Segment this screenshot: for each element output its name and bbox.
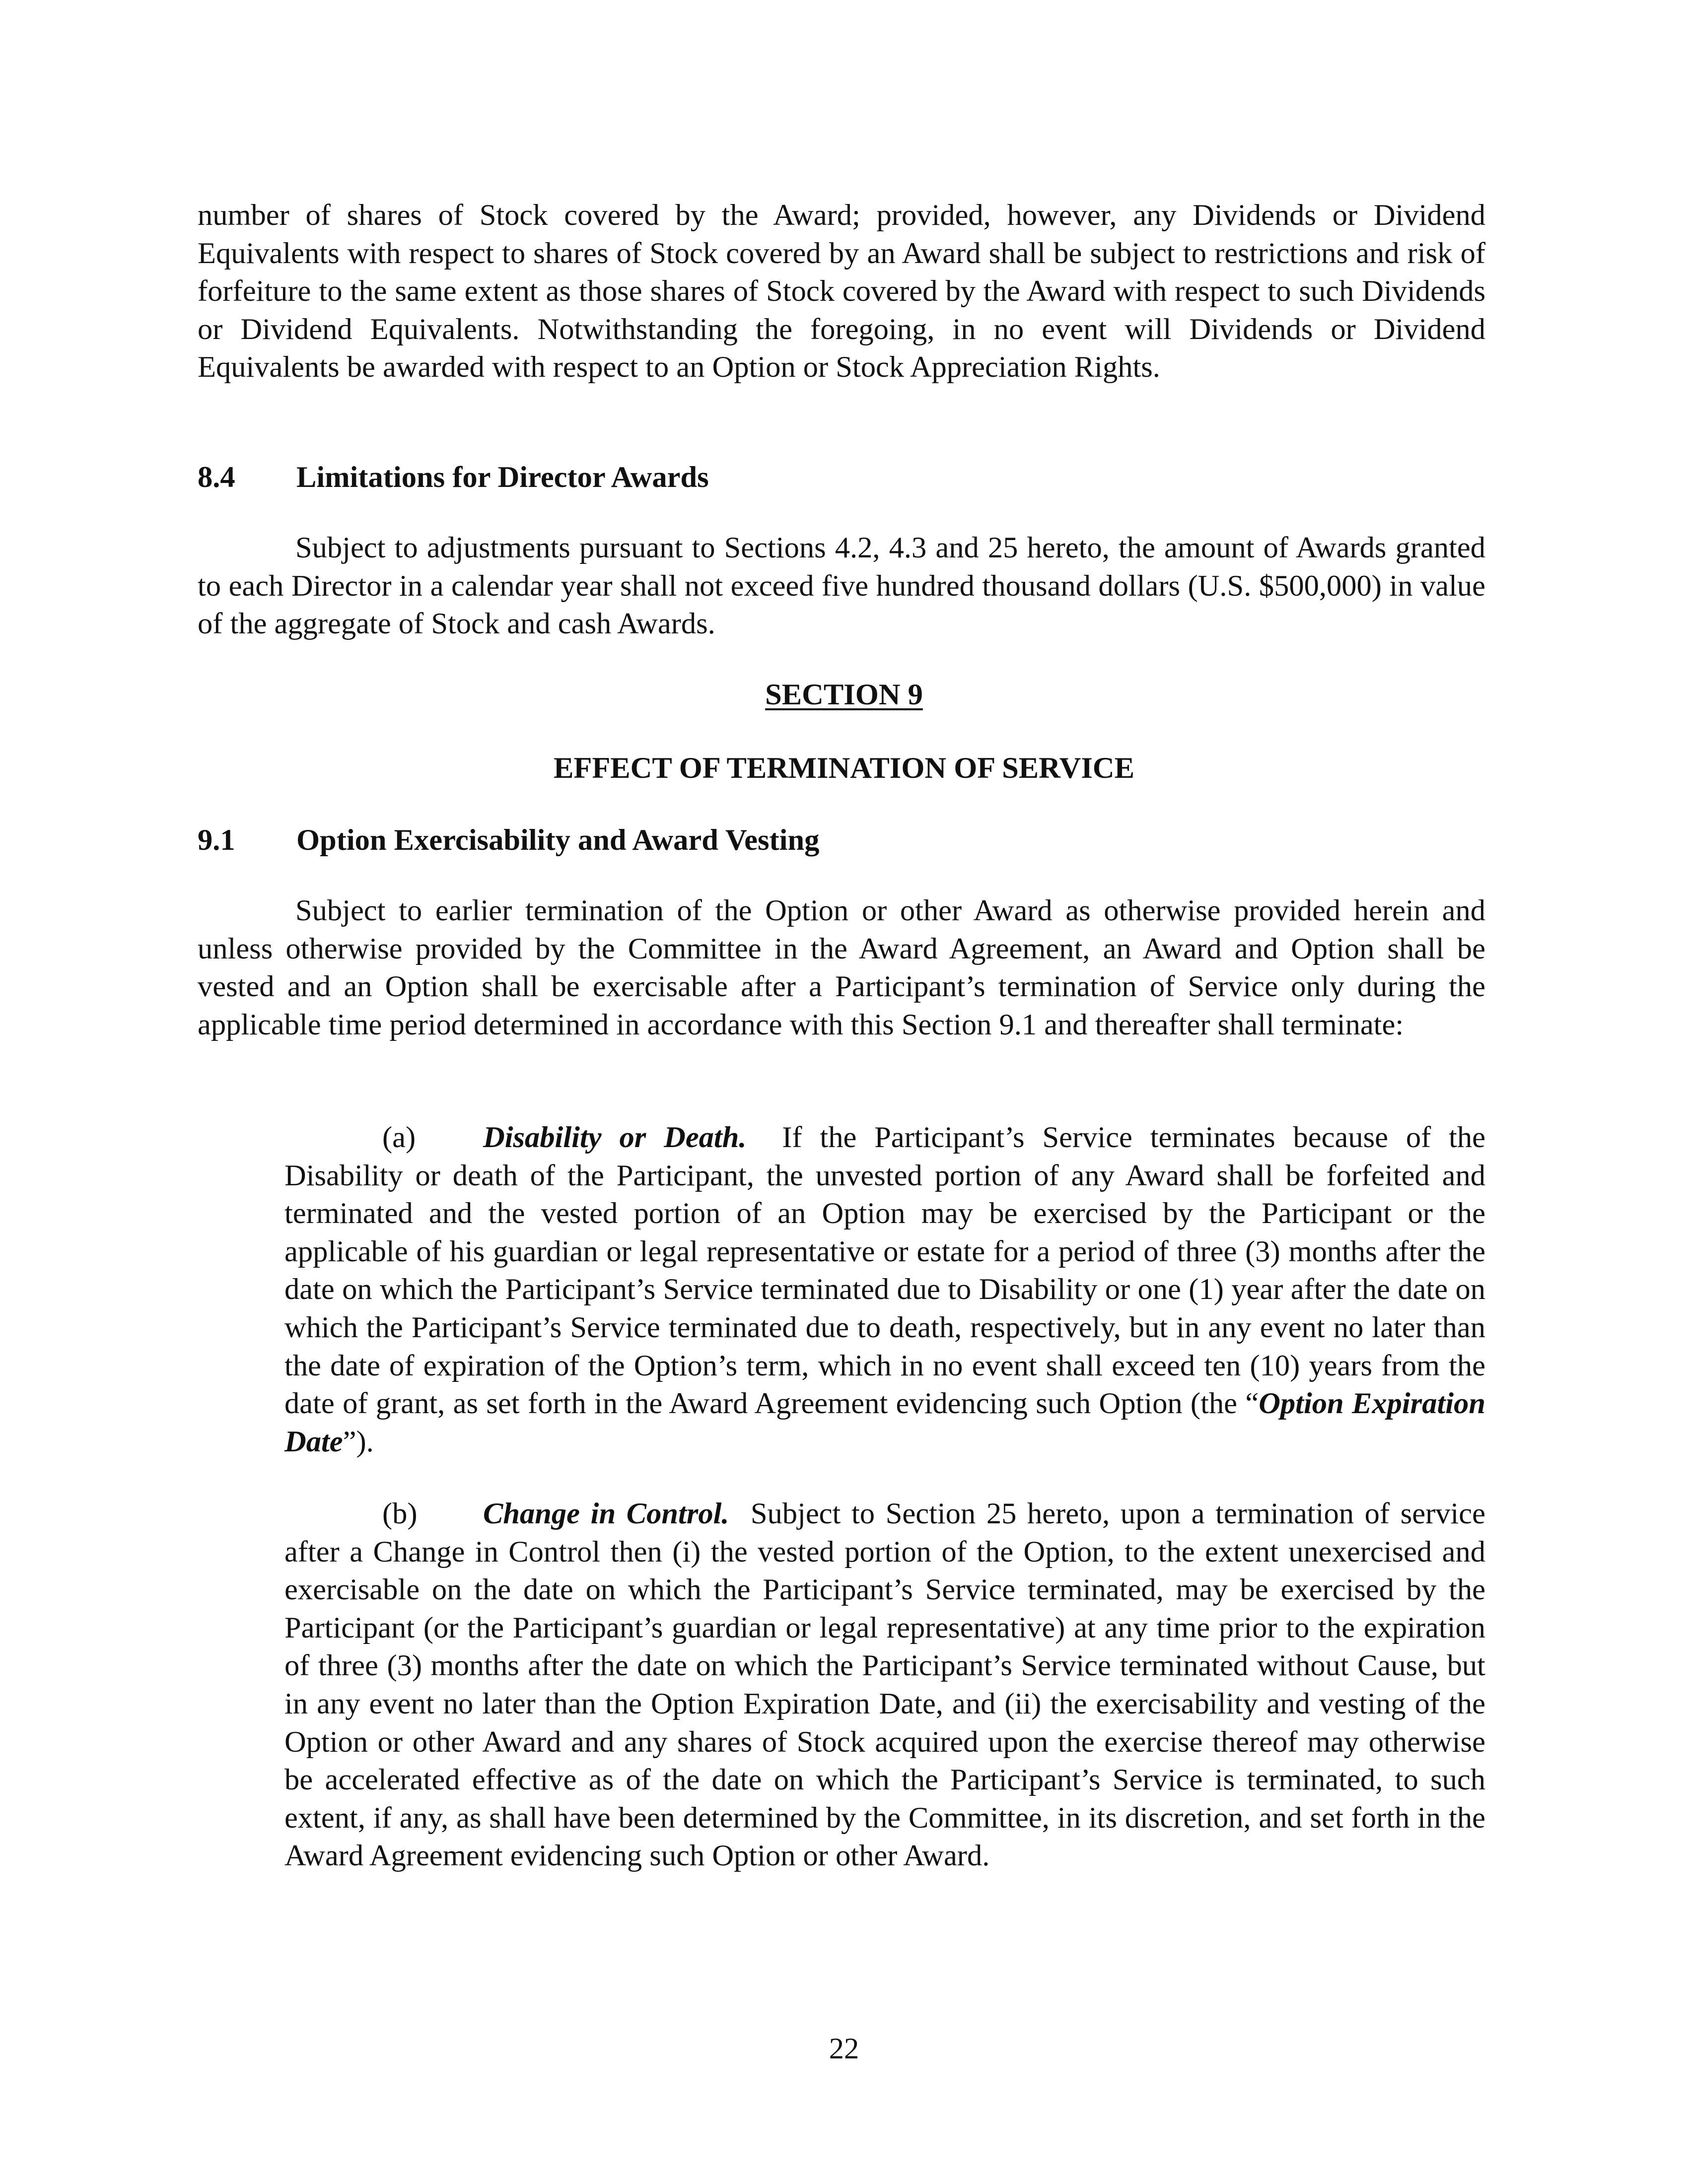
item-a-defined-term: Option Expiration Date [284,1387,1485,1458]
item-b-text: Subject to Section 25 hereto, upon a termination of service after a Change in Control then (i) the vested portion of the Option, to the extent unexercised and exercisable on the date on which the Participant’s Service terminated, may be exercised by the Participant (or the Participant’s guardian or legal representative) at any time prior to the expiration of three (3) months after the date on which the Participant’s Service terminated without Cause, but in any event no later than the Option Expiration Date, and (ii) the exercisability and vesting of the Option or other Award and any shares of Stock acquired upon the exercise thereof may otherwise be accelerated effective as of the date on which the Participant’s Service is terminated, to such extent, if any, as shall have been determined by the Committee, in its discretion, and set forth in the Award Agreement evidencing such Option or other Award. [284,1497,1486,1873]
section-9-label [0,676,1688,714]
item-a-text: If the Participant’s Service terminates because of the Disability or death of the Participant, the unvested portion of any Award shall be forfeited and terminated and the vested portion of an Option may be exercised by the Participant or the applicable of his guardian or legal representative or estate for a period of three (3) months after the date on which the Participant’s Service terminated due to Disability or one (1) year after the date on which the Participant’s Service terminated due to death, respectively, but in any event no later than the date of expiration of the Option’s term, which in no event shall exceed ten (10) years from the date of grant, as set forth in the Award Agreement evidencing such Option (the “ [284,1121,1486,1421]
section-8-4-heading [198,459,709,496]
section-8-4-body: Subject to adjustments pursuant to Sections 4.2, 4.3 and 25 hereto, the amount of Awards granted to each Director in a calendar year shall not exceed five hundred thousand dollars (U.S. $500,000) in value of the aggregate of Stock and cash Awards. [198,531,1485,641]
item-b-title: Change in Control. [483,1497,729,1530]
section-9-label-text: SECTION 9 [765,678,923,711]
section-8-4-number: 8.4 [198,461,235,494]
section-9-1-body: Subject to earlier termination of the Option or other Award as otherwise provided herein and unless otherwise provided by the Committee in the Award Agreement, an Award and Option shall be vested and an Option shall be exercisable after a Participant’s termination of Service only during the applicable time period determined in accordance with this Section 9.1 and thereafter shall terminate: [198,894,1485,1041]
item-a-paragraph [284,1119,1485,1461]
item-a-title: Disability or Death. [483,1121,747,1154]
section-8-4-title: Limitations for Director Awards [296,461,709,494]
item-b-label: (b) [382,1497,418,1530]
section-9-title: EFFECT OF TERMINATION OF SERVICE [554,751,1134,785]
section-9-1-title: Option Exercisability and Award Vesting [296,823,820,857]
item-a-text-end: ”). [343,1425,374,1458]
item-b-paragraph [284,1495,1485,1875]
section-9-1-number: 9.1 [198,823,235,857]
continuation-paragraph: number of shares of Stock covered by the Award; provided, however, any Dividends or Dividend Equivalents with respect to shares of Stock covered by an Award shall be subject to restrictions and risk of forfeiture to the same extent as those shares of Stock covered by the Award with respect to such Dividends or Dividend Equivalents. Notwithstanding the foregoing, in no event will Dividends or Dividend Equivalents be awarded with respect to an Option or Stock Appreciation Rights. [198,199,1485,384]
page-number: 22 [829,2032,859,2065]
item-a-label: (a) [382,1121,416,1154]
section-9-1-heading [198,821,819,859]
